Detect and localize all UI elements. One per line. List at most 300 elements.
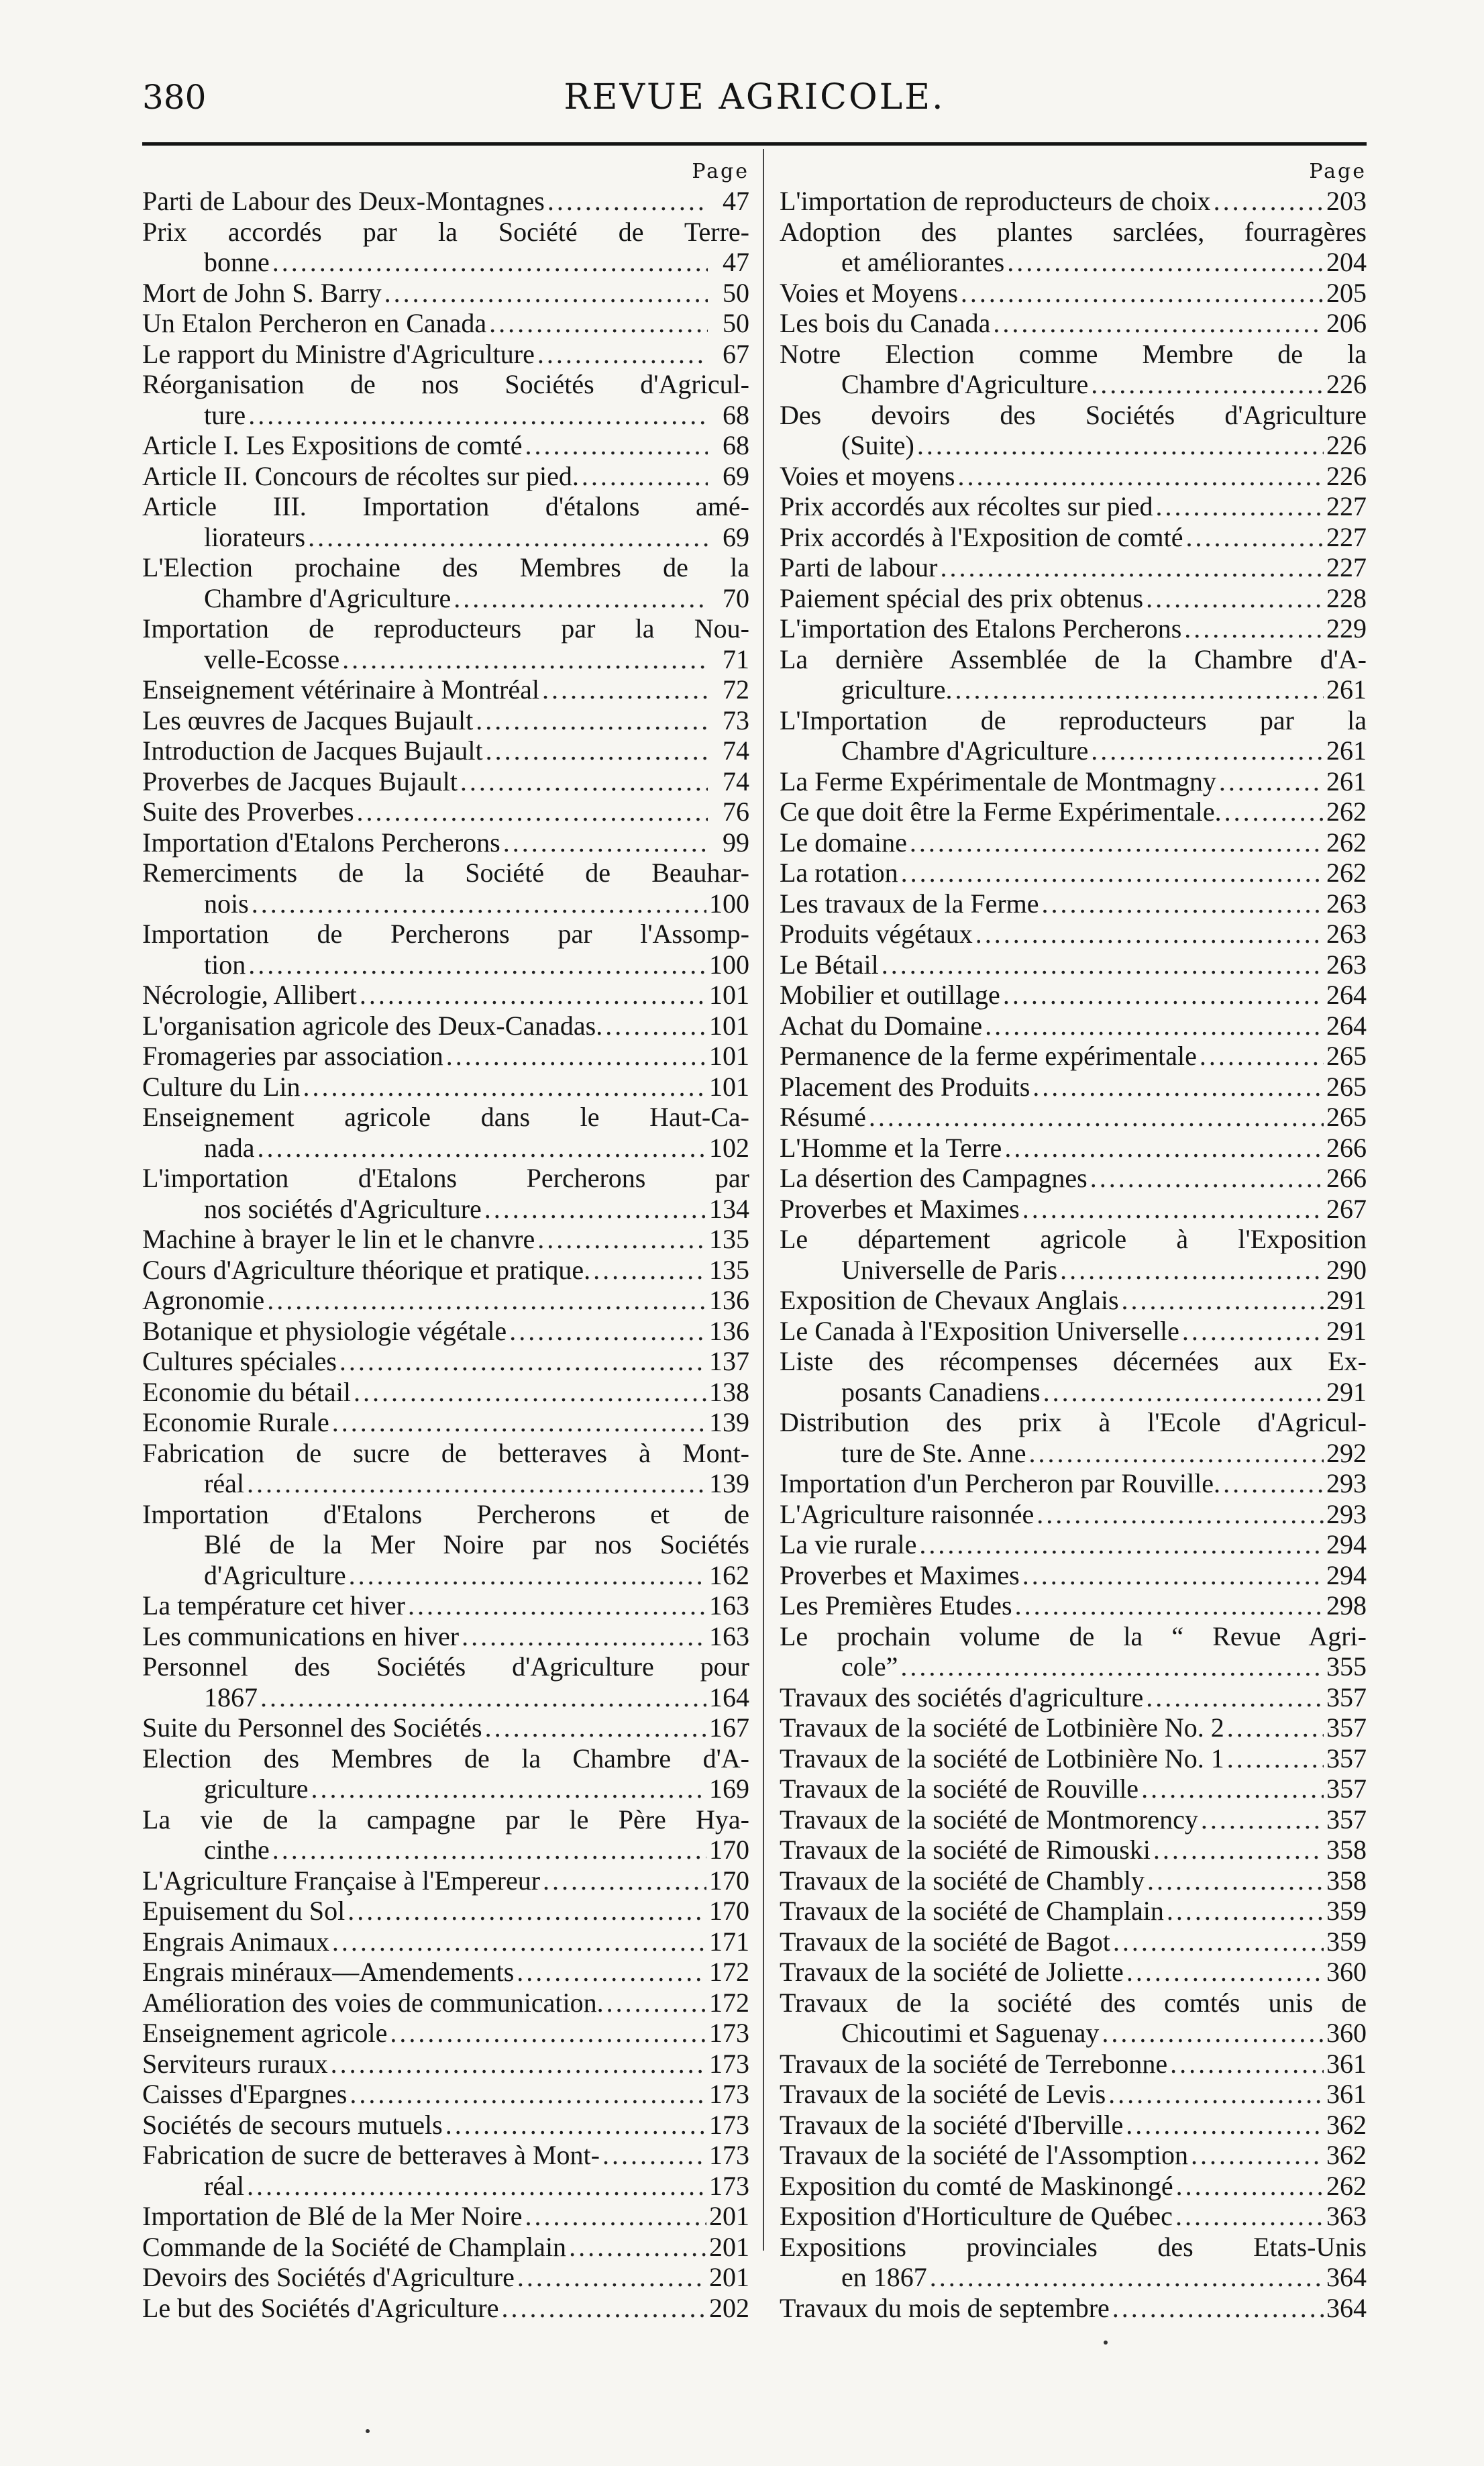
dot-leader: [349, 1560, 706, 1591]
index-entry: [142, 1988, 749, 2018]
entry-line: [142, 827, 749, 858]
dot-leader: [331, 2049, 706, 2079]
entry-title: L'importation des Etalons Percherons: [780, 613, 1182, 644]
entry-page-number: 228: [1326, 582, 1367, 613]
index-entry: [142, 858, 749, 919]
entry-title: Economie du bétail: [142, 1376, 352, 1407]
entry-line: [780, 827, 1367, 858]
entry-page-number: 173: [709, 2018, 749, 2048]
entry-line: [780, 1499, 1367, 1530]
entry-page-number: 292: [1326, 1437, 1367, 1468]
entry-line: [142, 1774, 749, 1804]
index-entry: [142, 369, 749, 430]
entry-page-number: 201: [709, 2201, 749, 2231]
entry-page-number: 47: [723, 186, 749, 216]
dot-leader: [605, 1011, 706, 1041]
index-entry: [780, 1224, 1367, 1285]
dot-leader: [354, 1377, 706, 1408]
dot-leader: [1091, 369, 1324, 400]
entry-line: [142, 2201, 749, 2232]
entry-line: [142, 522, 749, 553]
entry-line: [142, 1988, 749, 2018]
entry-line: [780, 1651, 1367, 1682]
dot-leader: [332, 1407, 706, 1438]
entry-line: [142, 1835, 749, 1865]
entry-title: Prix accordés aux récoltes sur pied: [780, 491, 1153, 521]
entry-line: [142, 1072, 749, 1102]
entry-line: [142, 552, 749, 583]
entry-title: Le Bétail: [780, 949, 879, 980]
entry-page-number: 262: [1326, 858, 1367, 888]
index-entry: [780, 1529, 1367, 1560]
entry-line: [142, 980, 749, 1011]
entry-title: La rotation: [780, 858, 898, 888]
dot-leader: [462, 1621, 706, 1652]
entry-page-number: 261: [1326, 674, 1367, 705]
entry-page-number: 364: [1326, 2262, 1367, 2292]
dot-leader: [1113, 1926, 1324, 1957]
entry-page-number: 265: [1326, 1071, 1367, 1102]
entry-line: [780, 949, 1367, 980]
entry-title: L'Agriculture raisonnée: [780, 1498, 1035, 1529]
entry-title: Importation d'Etalons Percherons et de: [142, 1498, 749, 1529]
entry-title: ture: [204, 399, 246, 430]
entry-title: Agronomie: [142, 1285, 265, 1315]
entry-page-number: 357: [1326, 1743, 1367, 1774]
entry-page-number: 262: [1326, 797, 1367, 827]
entry-page-number: 101: [709, 980, 749, 1010]
dot-leader: [957, 461, 1324, 492]
entry-line: [142, 1133, 749, 1164]
entry-title: Exposition d'Horticulture de Québec: [780, 2201, 1173, 2231]
dot-leader: [1167, 1896, 1324, 1926]
index-entry: [142, 705, 749, 736]
entry-line: [780, 1163, 1367, 1194]
entry-title: Distribution des prix à l'Ecole d'Agricul-: [780, 1407, 1367, 1437]
index-entry: [780, 1957, 1367, 1988]
entry-page-number: 262: [1326, 2170, 1367, 2201]
entry-title: Travaux de la société de Levis: [780, 2079, 1106, 2109]
entry-title: réal: [204, 1468, 244, 1498]
index-entry: [780, 400, 1367, 461]
dot-leader: [1214, 186, 1324, 217]
entry-title: Engrais Animaux: [142, 1926, 329, 1957]
entry-title: Exposition de Chevaux Anglais: [780, 1285, 1119, 1315]
entry-line: [142, 2293, 749, 2324]
index-entry: [780, 1194, 1367, 1225]
entry-page-number: 172: [709, 1957, 749, 1987]
entry-page-number: 263: [1326, 919, 1367, 949]
dot-leader: [484, 1194, 706, 1225]
dot-leader: [517, 1957, 706, 1988]
entry-page-number: 70: [723, 582, 749, 613]
entry-line: [142, 1346, 749, 1377]
index-entry: [780, 491, 1367, 522]
index-entry: [780, 1072, 1367, 1102]
index-entry: [142, 1865, 749, 1896]
entry-line: [780, 308, 1367, 339]
entry-line: [142, 1529, 749, 1560]
entry-line: [142, 1621, 749, 1652]
dot-leader: [602, 2140, 706, 2171]
entry-page-number: 74: [723, 735, 749, 766]
dot-leader: [342, 644, 708, 675]
entry-page-number: 134: [709, 1193, 749, 1224]
dot-leader: [869, 1102, 1324, 1133]
index-entry: [142, 2049, 749, 2079]
index-entry: [780, 1499, 1367, 1530]
index-entry: [142, 766, 749, 797]
entry-page-number: 101: [709, 1010, 749, 1041]
entry-title: posants Canadiens: [841, 1376, 1041, 1407]
entry-title: Fabrication de sucre de betteraves à Mont-: [142, 1437, 749, 1468]
entry-page-number: 101: [709, 1071, 749, 1102]
entry-line: [142, 2171, 749, 2202]
dot-leader: [348, 1896, 706, 1926]
entry-title: Le département agricole à l'Exposition: [780, 1224, 1367, 1254]
dot-leader: [1141, 1774, 1324, 1804]
dot-leader: [1219, 766, 1324, 797]
entry-line: [142, 797, 749, 827]
entry-title: Fabrication de sucre de betteraves à Mont-: [142, 2140, 600, 2170]
entry-title: Le domaine: [780, 827, 907, 858]
dot-leader: [569, 2232, 706, 2263]
entry-line: [780, 1468, 1367, 1499]
entry-title: Travaux de la société de Lotbinière No. 1: [780, 1743, 1224, 1774]
entry-line: [780, 674, 1367, 705]
entry-title: Article II. Concours de récoltes sur pied.: [142, 460, 579, 491]
entry-line: [142, 644, 749, 675]
index-entry: [780, 1285, 1367, 1316]
entry-page-number: 202: [709, 2292, 749, 2323]
dot-leader: [1224, 797, 1324, 827]
entry-page-number: 50: [723, 277, 749, 308]
entry-page-number: 68: [723, 430, 749, 460]
entry-page-number: 357: [1326, 1712, 1367, 1743]
entry-page-number: 135: [709, 1254, 749, 1285]
entry-page-number: 169: [709, 1774, 749, 1804]
entry-title: Des devoirs des Sociétés d'Agriculture: [780, 399, 1367, 430]
entry-page-number: 74: [723, 766, 749, 797]
entry-line: [780, 522, 1367, 553]
entry-title: griculture: [204, 1774, 309, 1804]
dot-leader: [1043, 1377, 1324, 1408]
entry-line: [142, 1316, 749, 1347]
entry-line: [142, 1896, 749, 1926]
index-entry: [142, 461, 749, 492]
entry-title: La vie rurale: [780, 1529, 917, 1559]
dot-leader: [993, 308, 1324, 339]
index-entry: [780, 2293, 1367, 2324]
entry-page-number: 362: [1326, 2140, 1367, 2170]
entry-page-number: 173: [709, 2140, 749, 2170]
index-entry: [142, 1590, 749, 1621]
entry-title: Caisses d'Epargnes: [142, 2079, 348, 2109]
dot-leader: [593, 1255, 706, 1286]
entry-page-number: 298: [1326, 1590, 1367, 1621]
dot-leader: [1108, 2079, 1324, 2110]
entry-title: Les communications en hiver: [142, 1621, 460, 1651]
entry-page-number: 67: [723, 338, 749, 369]
entry-title: réal: [204, 2170, 244, 2201]
entry-title: Les bois du Canada: [780, 308, 991, 338]
entry-title: Exposition du comté de Maskinongé: [780, 2170, 1173, 2201]
entry-line: [142, 2262, 749, 2293]
entry-title: Article I. Les Expositions de comté: [142, 430, 523, 460]
entry-page-number: 139: [709, 1468, 749, 1498]
entry-line: [142, 186, 749, 217]
dot-leader: [476, 705, 708, 736]
dot-leader: [1022, 1560, 1324, 1591]
index-entry: [142, 1896, 749, 1926]
dot-leader: [1155, 491, 1324, 522]
index-entry: [142, 2293, 749, 2324]
index-entry: [142, 2079, 749, 2110]
entry-line: [142, 1804, 749, 1835]
dot-leader: [1223, 1468, 1324, 1499]
index-entry: [780, 1774, 1367, 1804]
entry-line: [780, 980, 1367, 1011]
entry-page-number: 100: [709, 949, 749, 980]
entry-line: [142, 705, 749, 736]
entry-line: [780, 1224, 1367, 1255]
entry-title: Importation de reproducteurs par la Nou-: [142, 613, 749, 644]
entry-title: Personnel des Sociétés d'Agriculture pour: [142, 1651, 749, 1682]
index-entry: [780, 1926, 1367, 1957]
dot-leader: [1003, 980, 1324, 1011]
entry-title: Travaux des sociétés d'agriculture: [780, 1682, 1144, 1712]
entry-title: La Ferme Expérimentale de Montmagny: [780, 766, 1216, 797]
index-entry: [780, 1407, 1367, 1468]
index-entry: [780, 552, 1367, 583]
entry-line: [780, 1377, 1367, 1408]
dot-leader: [360, 980, 706, 1011]
index-entry: [780, 583, 1367, 614]
entry-line: [142, 888, 749, 919]
dot-leader: [917, 430, 1324, 461]
entry-page-number: 355: [1326, 1651, 1367, 1682]
entry-page-number: 227: [1326, 491, 1367, 521]
entry-line: [780, 644, 1367, 675]
index-entry: [142, 1377, 749, 1408]
entry-title: Prix accordés par la Société de Terre-: [142, 216, 749, 247]
dot-leader: [485, 1712, 706, 1743]
index-entry: [142, 1102, 749, 1163]
entry-page-number: 167: [709, 1712, 749, 1743]
entry-line: [142, 2018, 749, 2049]
entry-line: [142, 1743, 749, 1774]
entry-title: La désertion des Campagnes: [780, 1163, 1088, 1193]
index-entry: [142, 491, 749, 552]
index-entry: [780, 2079, 1367, 2110]
entry-line: [142, 1682, 749, 1713]
index-entry: [142, 308, 749, 339]
entry-page-number: 357: [1326, 1682, 1367, 1712]
entry-title: nois: [204, 888, 249, 919]
dot-leader: [503, 827, 708, 858]
entry-line: [780, 278, 1367, 309]
entry-line: [780, 735, 1367, 766]
index-entry: [780, 217, 1367, 278]
entry-page-number: 76: [723, 797, 749, 827]
entry-line: [780, 1804, 1367, 1835]
entry-title: Machine à brayer le lin et le chanvre: [142, 1224, 535, 1254]
entry-line: [780, 2262, 1367, 2293]
entry-page-number: 226: [1326, 369, 1367, 399]
entry-title: Travaux de la société de Chambly: [780, 1865, 1145, 1896]
index-entry: [142, 1957, 749, 1988]
entry-page-number: 138: [709, 1376, 749, 1407]
entry-title: Importation de Percherons par l'Assomp-: [142, 919, 749, 949]
dot-leader: [489, 308, 708, 339]
entry-page-number: 173: [709, 2079, 749, 2109]
dot-leader: [1146, 583, 1324, 614]
index-entry: [142, 1255, 749, 1286]
index-entry: [780, 1316, 1367, 1347]
entry-line: [142, 1224, 749, 1255]
entry-title: Travaux de la société de l'Assomption: [780, 2140, 1188, 2170]
entry-title: Importation d'un Percheron par Rouville.: [780, 1468, 1221, 1498]
index-entry: [780, 1988, 1367, 2049]
dot-leader: [582, 461, 708, 492]
dot-leader: [1201, 1804, 1324, 1835]
entry-line: [780, 339, 1367, 370]
entry-title: Expositions provinciales des Etats-Unis: [780, 2231, 1367, 2262]
entry-line: [780, 430, 1367, 461]
entry-line: [780, 1743, 1367, 1774]
entry-page-number: 264: [1326, 980, 1367, 1010]
entry-title: Epuisement du Sol: [142, 1896, 346, 1926]
print-speck: [366, 2429, 370, 2433]
index-entry: [142, 186, 749, 217]
entry-line: [780, 1041, 1367, 1072]
index-entry: [780, 1804, 1367, 1835]
entry-title: ture de Ste. Anne: [841, 1437, 1026, 1468]
index-entry: [780, 1896, 1367, 1926]
index-entry: [780, 858, 1367, 888]
entry-line: [780, 1774, 1367, 1804]
index-entry: [142, 339, 749, 370]
entry-line: [780, 919, 1367, 949]
dot-leader: [408, 1590, 706, 1621]
entry-line: [780, 2079, 1367, 2110]
entry-title: Chicoutimi et Saguenay: [841, 2018, 1100, 2048]
dot-leader: [900, 1651, 1324, 1682]
page-number: 380: [142, 78, 207, 117]
entry-title: Importation de Blé de la Mer Noire: [142, 2201, 523, 2231]
entry-line: [780, 217, 1367, 248]
entry-line: [142, 1377, 749, 1408]
index-entry: [142, 2140, 749, 2201]
index-entry: [780, 949, 1367, 980]
entry-line: [780, 2110, 1367, 2141]
entry-title: tion: [204, 949, 246, 980]
index-entry: [142, 735, 749, 766]
dot-leader: [1182, 1316, 1324, 1347]
entry-line: [780, 1529, 1367, 1560]
entry-line: [142, 2110, 749, 2141]
entry-page-number: 229: [1326, 613, 1367, 644]
entry-line: [142, 308, 749, 339]
dot-leader: [1004, 1133, 1324, 1164]
index-entry: [142, 278, 749, 309]
entry-line: [142, 1011, 749, 1041]
entry-line: [780, 1988, 1367, 2018]
entry-line: [780, 583, 1367, 614]
entry-line: [142, 766, 749, 797]
entry-title: Introduction de Jacques Bujault: [142, 735, 483, 766]
index-entry: [780, 1346, 1367, 1407]
entry-line: [780, 1133, 1367, 1164]
entry-line: [780, 1407, 1367, 1438]
index-entry: [780, 705, 1367, 766]
entry-page-number: 291: [1326, 1376, 1367, 1407]
dot-leader: [1170, 2049, 1324, 2079]
entry-title: Voies et Moyens: [780, 277, 958, 308]
index-entry: [780, 1011, 1367, 1041]
index-entry: [142, 1804, 749, 1865]
index-entry: [142, 980, 749, 1011]
entry-line: [780, 1712, 1367, 1743]
entry-page-number: 226: [1326, 430, 1367, 460]
entry-page-number: 205: [1326, 277, 1367, 308]
index-entry: [780, 1468, 1367, 1499]
entry-title: L'importation d'Etalons Percherons par: [142, 1163, 749, 1193]
dot-leader: [247, 1468, 706, 1499]
entry-line: [780, 1560, 1367, 1591]
entry-page-number: 170: [709, 1896, 749, 1926]
entry-line: [780, 247, 1367, 278]
entry-title: Les Premières Etudes: [780, 1590, 1012, 1621]
dot-leader: [517, 2262, 706, 2293]
dot-leader: [502, 2293, 706, 2324]
entry-page-number: 99: [723, 827, 749, 858]
dot-leader: [248, 400, 708, 431]
dot-leader: [486, 735, 708, 766]
index-entry: [780, 1682, 1367, 1713]
entry-page-number: 265: [1326, 1102, 1367, 1132]
entry-page-number: 163: [709, 1621, 749, 1651]
index-entry: [780, 827, 1367, 858]
entry-line: [142, 278, 749, 309]
entry-page-number: 201: [709, 2231, 749, 2262]
entry-line: [142, 1102, 749, 1133]
entry-title: liorateurs: [204, 521, 306, 552]
entry-title: Permanence de la ferme expérimentale: [780, 1041, 1197, 1071]
entry-line: [142, 491, 749, 522]
entry-line: [142, 1041, 749, 1072]
dot-leader: [606, 1988, 706, 2018]
entry-page-number: 71: [723, 644, 749, 674]
entry-title: La température cet hiver: [142, 1590, 405, 1621]
entry-title: L'importation de reproducteurs de choix: [780, 186, 1211, 216]
index-entries-right: [780, 186, 1367, 2323]
dot-leader: [1227, 1743, 1324, 1774]
index-entry: [142, 2110, 749, 2141]
entry-title: Chambre d'Agriculture: [841, 735, 1089, 766]
index-entry: [780, 461, 1367, 492]
entry-title: Sociétés de secours mutuels: [142, 2109, 443, 2140]
dot-leader: [542, 674, 708, 705]
entry-title: Travaux de la société de Champlain: [780, 1896, 1164, 1926]
entry-line: [780, 888, 1367, 919]
index-entry: [780, 186, 1367, 217]
entry-title: Prix accordés à l'Exposition de comté: [780, 521, 1183, 552]
entry-title: Economie Rurale: [142, 1407, 329, 1437]
entry-page-number: 357: [1326, 1774, 1367, 1804]
entry-title: Amélioration des voies de communication.: [142, 1987, 604, 2018]
index-entry: [780, 339, 1367, 400]
